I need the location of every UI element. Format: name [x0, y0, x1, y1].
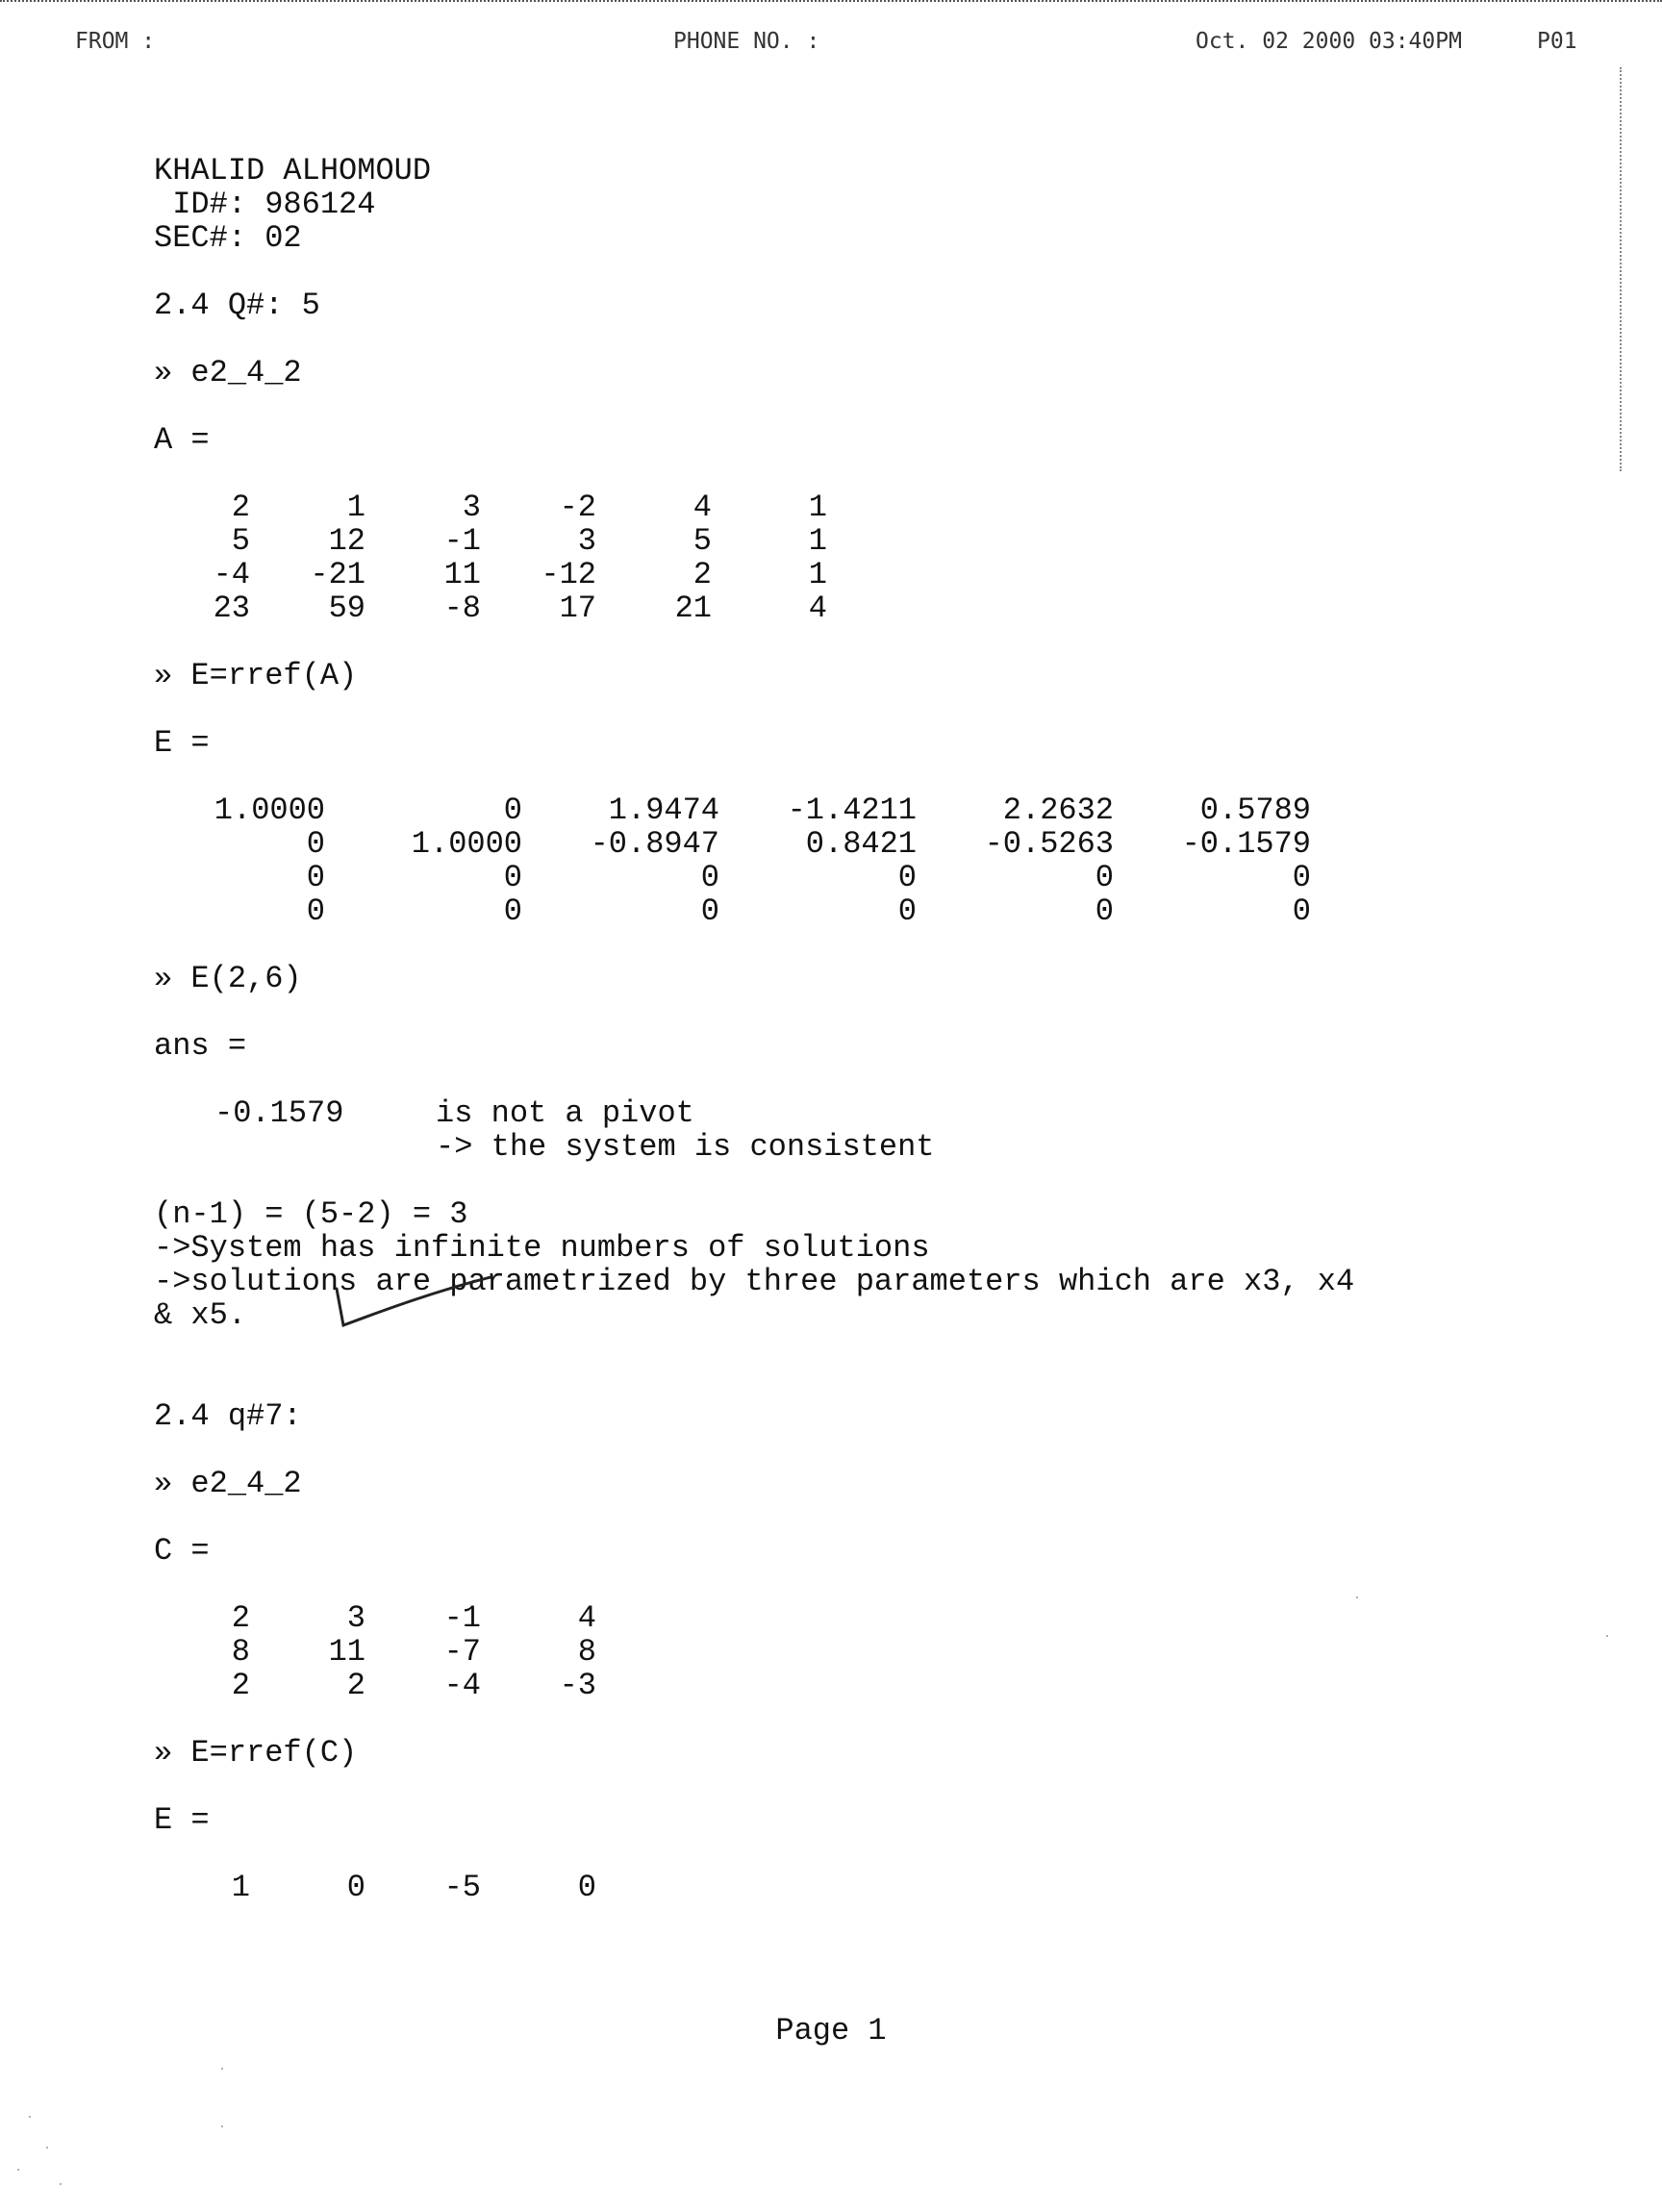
matrix-cell: 0	[1292, 893, 1311, 929]
matrix-row	[154, 827, 1520, 861]
matrix-cell: 0	[306, 860, 325, 895]
matrix-cell: -1	[443, 523, 481, 559]
fax-from: FROM :	[75, 29, 156, 54]
matrix-cell: 12	[328, 523, 365, 559]
matrix-cell: -7	[443, 1634, 481, 1670]
matrix-cell: -2	[559, 490, 596, 525]
matrix-e-label: E =	[154, 725, 210, 761]
ans-note-pivot: is not a pivot	[436, 1095, 694, 1131]
fax-date: Oct. 02 2000 03:40PM	[1196, 29, 1462, 54]
matrix-cell: 2	[231, 490, 250, 525]
q7-heading: 2.4 q#7:	[154, 1398, 302, 1434]
document-body	[154, 154, 1520, 1904]
matrix-row	[212, 490, 1520, 524]
matrix-cell: 2	[346, 1668, 365, 1703]
matrix-cell: 0	[346, 1870, 365, 1905]
matrix-cell: -0.8947	[590, 826, 719, 862]
matrix-cell: 17	[559, 591, 596, 626]
conclusion-line: (n-1) = (5-2) = 3	[154, 1196, 468, 1232]
matrix-c-label: C =	[154, 1533, 210, 1569]
matrix-cell: 1.9474	[608, 792, 719, 828]
conclusion-line: ->System has infinite numbers of solutions	[154, 1230, 930, 1266]
fax-top-border	[0, 0, 1662, 2]
matrix-cell: 2	[231, 1600, 250, 1636]
ans-value: -0.1579	[214, 1095, 344, 1131]
matrix-cell: 1	[346, 490, 365, 525]
fax-page-number: P01	[1537, 29, 1577, 54]
matrix-cell: 0	[577, 1870, 596, 1905]
matrix-cell: -3	[559, 1668, 596, 1703]
matrix-cell: 0	[897, 860, 917, 895]
matrix-cell: -4	[213, 557, 250, 592]
matrix-cell: 0	[1095, 860, 1114, 895]
matrix-cell: 0.5789	[1199, 792, 1311, 828]
matrix-cell: 0.8421	[805, 826, 917, 862]
matrix-cell: 8	[577, 1634, 596, 1670]
matrix-cell: -8	[443, 591, 481, 626]
matrix-cell: 23	[213, 591, 250, 626]
matrix-cell: -0.5263	[984, 826, 1114, 862]
matrix-cell: 0	[1095, 893, 1114, 929]
q7-command-rref: » E=rref(C)	[154, 1735, 358, 1771]
matrix-cell: 1	[808, 557, 827, 592]
matrix-row	[212, 1871, 1520, 1904]
matrix-row	[154, 793, 1520, 827]
matrix-row	[154, 861, 1520, 894]
matrix-cell: 59	[328, 591, 365, 626]
matrix-cell: -0.1579	[1181, 826, 1311, 862]
matrix-cell: 1.0000	[411, 826, 522, 862]
matrix-cell: 0	[503, 893, 522, 929]
matrix-row	[212, 1669, 1520, 1702]
matrix-cell: 1	[808, 490, 827, 525]
q7-e-label: E =	[154, 1802, 210, 1838]
matrix-cell: 0	[503, 860, 522, 895]
matrix-cell: 4	[692, 490, 712, 525]
matrix-cell: 0	[306, 826, 325, 862]
ans-row-2	[154, 1130, 1520, 1164]
matrix-cell: 4	[577, 1600, 596, 1636]
matrix-a-label: A =	[154, 422, 210, 458]
q5-heading: 2.4 Q#: 5	[154, 288, 320, 323]
fax-header	[0, 29, 1662, 62]
matrix-e	[154, 793, 1520, 928]
matrix-cell: 1	[808, 523, 827, 559]
ans-row	[154, 1096, 1520, 1130]
matrix-cell: -1	[443, 1600, 481, 1636]
conclusion-line: & x5.	[154, 1297, 247, 1333]
fax-phone: PHONE NO. :	[673, 29, 820, 54]
q5-command-load: » e2_4_2	[154, 355, 302, 390]
matrix-row	[212, 558, 1520, 591]
matrix-cell: 3	[462, 490, 481, 525]
page-footer: Page 1	[775, 2013, 887, 2049]
matrix-cell: -21	[310, 557, 365, 592]
q5-command-rref: » E=rref(A)	[154, 658, 358, 693]
conclusion-line: ->solutions are parametrized by three parameters which are x3, x4	[154, 1264, 1355, 1299]
matrix-row	[212, 1601, 1520, 1635]
ans-note-consistent: -> the system is consistent	[436, 1129, 935, 1165]
matrix-cell: 0	[1292, 860, 1311, 895]
matrix-cell: 8	[231, 1634, 250, 1670]
matrix-cell: 3	[577, 523, 596, 559]
ans-label: ans =	[154, 1028, 247, 1064]
matrix-cell: 11	[443, 557, 481, 592]
matrix-cell: 5	[231, 523, 250, 559]
scan-edge-artifact	[1620, 67, 1624, 471]
matrix-a	[212, 490, 1520, 625]
matrix-cell: 4	[808, 591, 827, 626]
matrix-cell: 2	[231, 1668, 250, 1703]
matrix-row	[212, 591, 1520, 625]
matrix-cell: 21	[674, 591, 712, 626]
matrix-cell: 5	[692, 523, 712, 559]
matrix-cell: -4	[443, 1668, 481, 1703]
student-id: ID#: 986124	[154, 187, 376, 222]
q7-matrix-e	[212, 1871, 1520, 1904]
matrix-c	[212, 1601, 1520, 1702]
student-section: SEC#: 02	[154, 220, 302, 256]
matrix-cell: 0	[700, 893, 719, 929]
handwritten-checkmark	[332, 1269, 572, 1346]
q5-command-index: » E(2,6)	[154, 961, 302, 996]
q7-command-load: » e2_4_2	[154, 1466, 302, 1501]
matrix-cell: 2.2632	[1002, 792, 1114, 828]
matrix-cell: 0	[897, 893, 917, 929]
matrix-cell: -12	[541, 557, 596, 592]
matrix-cell: 0	[700, 860, 719, 895]
matrix-cell: 0	[306, 893, 325, 929]
student-name: KHALID ALHOMOUD	[154, 153, 432, 189]
matrix-cell: 3	[346, 1600, 365, 1636]
matrix-cell: 11	[328, 1634, 365, 1670]
matrix-cell: 0	[503, 792, 522, 828]
matrix-cell: 2	[692, 557, 712, 592]
matrix-row	[154, 894, 1520, 928]
matrix-cell: -1.4211	[787, 792, 917, 828]
matrix-row	[212, 524, 1520, 558]
matrix-cell: 1.0000	[214, 792, 325, 828]
matrix-cell: 1	[231, 1870, 250, 1905]
matrix-row	[212, 1635, 1520, 1669]
matrix-cell: -5	[443, 1870, 481, 1905]
